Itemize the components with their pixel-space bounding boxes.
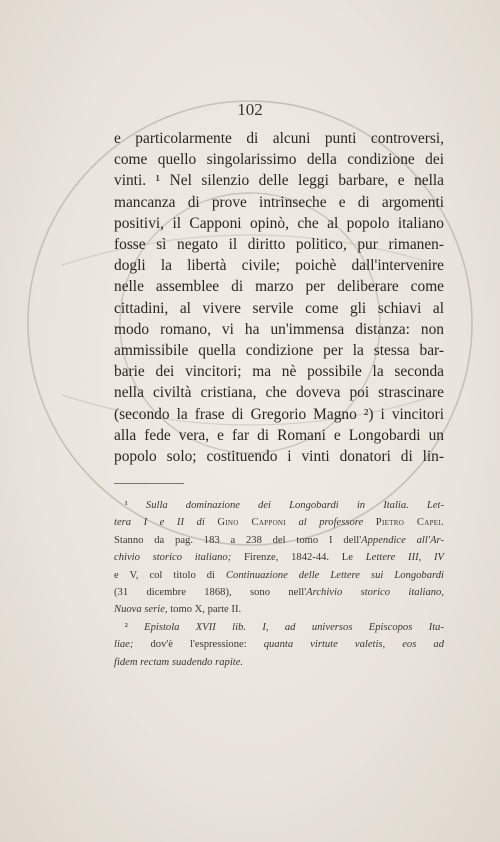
footnote-divider — [114, 483, 184, 484]
body-text — [114, 128, 444, 467]
body-line: dogli la libertà civile; poichè dall'intervenire — [114, 257, 444, 275]
body-line: positivi, il Capponi opinò, che al popolo italiano — [114, 214, 444, 232]
body-line: (secondo la frase di Gregorio Magno ²) i vincitori — [114, 405, 444, 423]
body-line: e particolarmente di alcuni punti controversi, — [114, 130, 444, 147]
footnote-1-line: chivio storico italiano; Firenze, 1842-44. Le Lettere III, IV — [114, 552, 445, 564]
body-line: modo romano, vi ha un'immensa distanza: non — [114, 320, 444, 338]
footnote-2-line: fidem rectam suadendo rapite. — [114, 656, 244, 668]
page-number: 102 — [237, 100, 263, 119]
body-line: popolo solo; costituendo i vinti donatori di lin- — [114, 448, 444, 466]
footnote-mark: ² — [124, 621, 128, 633]
footnote-1-line: (31 dicembre 1868), sono nell'Archivio storico italiano, — [114, 587, 444, 599]
body-line: nelle assemblee di marzo per deliberare come — [114, 278, 444, 296]
body-line: nella civiltà cristiana, che doveva poi strascinare — [114, 384, 444, 402]
footnote-mark: ¹ — [124, 500, 128, 511]
footnote-1-line: Stanno da pag. 183 a 238 del tomo I dell'Appendice all'Ar- — [114, 534, 444, 546]
footnote-1-line: ¹ Sulla dominazione dei Longobardi in Italia. Let- — [124, 500, 444, 511]
body-line: vinti. ¹ Nel silenzio delle leggi barbare, e nella — [114, 172, 444, 190]
footnote-1-line: Nuova serie, tomo X, parte II. — [114, 604, 242, 616]
footnotes — [114, 497, 444, 671]
footnote-2-line: liae; dov'è l'espressione: quanta virtute valetis, eos ad — [114, 639, 444, 651]
footnote-2-line: ² Epistola XVII lib. I, ad universos Episcopos Ita- — [124, 621, 444, 633]
body-line: mancanza di prove intrinseche e di argomenti — [114, 193, 444, 211]
body-line: barie dei vincitori; ma nè possibile la seconda — [114, 363, 444, 381]
body-line: cittadini, al vivere servile come gli schiavi al — [114, 299, 444, 317]
body-line: fosse sì negato il diritto politico, pur rimanen- — [114, 236, 444, 254]
body-line: come quello singolarissimo della condizione dei — [114, 151, 444, 169]
body-line: alla fede vera, e far di Romani e Longobardi un — [114, 426, 444, 444]
body-line: ammissibile quella condizione per la stessa bar- — [114, 342, 444, 360]
footnote-1-line: tera I e II di Gino Capponi al professore Pietro Capei. — [114, 517, 444, 529]
footnote-1-line: e V, col titolo di Continuazione delle Lettere sui Longobardi — [114, 569, 444, 581]
